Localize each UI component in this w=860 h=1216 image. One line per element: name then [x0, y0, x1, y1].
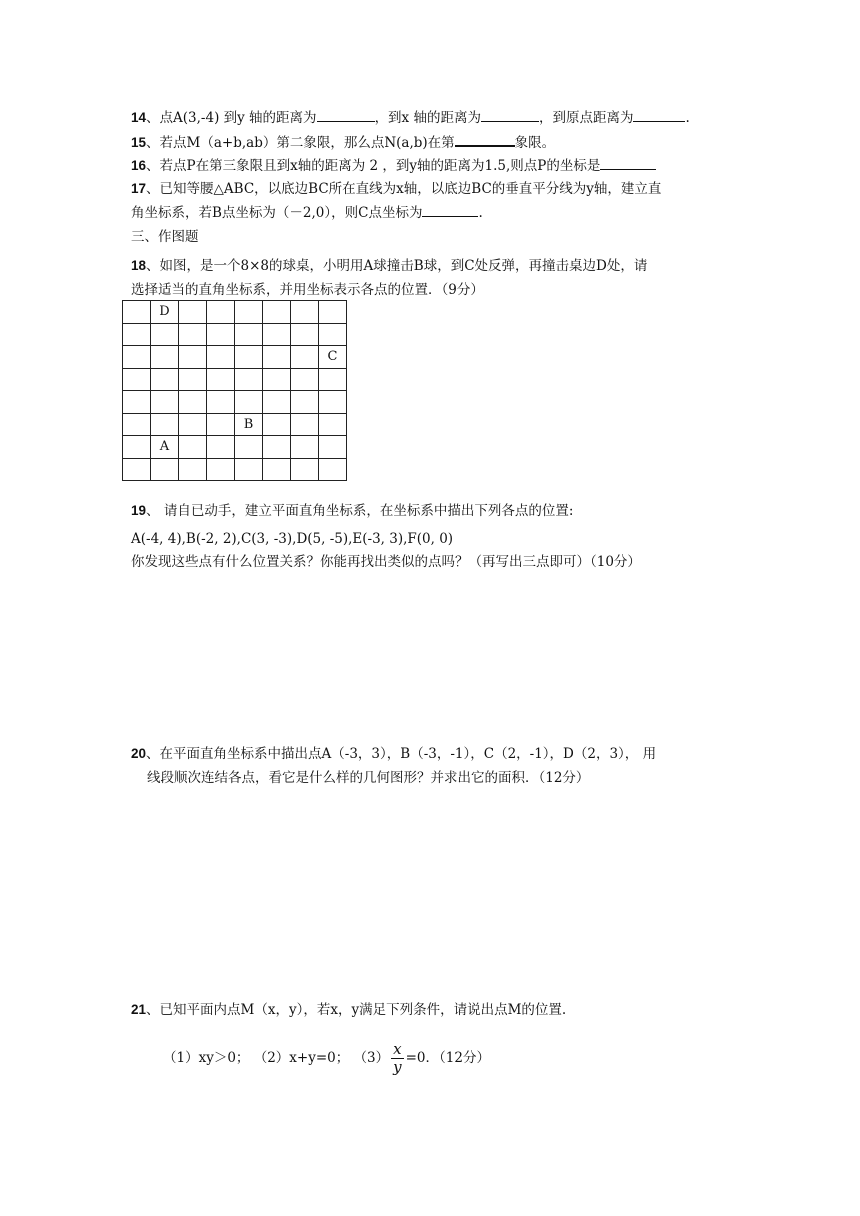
- question-text: ，到原点距离为: [538, 110, 634, 126]
- question-text: 、若点M（a+b,ab）第二象限，那么点N(a,b)在第: [146, 135, 455, 151]
- section-heading: 三、作图题: [131, 229, 199, 245]
- question-text: 选择适当的直角坐标系，并用坐标表示各点的位置．（9分）: [131, 282, 484, 298]
- question-19-line3: 你发现这些点有什么位置关系？你能再找出类似的点吗？（再写出三点即可）（10分）: [131, 554, 641, 570]
- grid-row: [123, 323, 347, 346]
- question-18-line2: [131, 281, 484, 299]
- question-19: [131, 502, 573, 520]
- question-text: ，到x 轴的距离为: [374, 110, 481, 126]
- point-label-a: A: [151, 436, 179, 459]
- question-17-line2: [131, 203, 483, 222]
- point-label-c: C: [319, 346, 347, 369]
- question-16: [131, 156, 656, 175]
- answer-blank: [633, 108, 685, 122]
- question-15: [131, 132, 555, 152]
- question-text: 、已知平面内点M（x，y），若x，y满足下列条件，请说出点M的位置.: [146, 1002, 567, 1018]
- billiard-table-grid: [122, 300, 347, 481]
- fraction-x-over-y: [391, 1041, 403, 1076]
- question-text: 、已知等腰△ABC，以底边BC所在直线为x轴，以底边BC的垂直平分线为y轴，建立直: [146, 181, 662, 197]
- point-label-d: D: [151, 301, 179, 324]
- question-number: 17: [131, 181, 147, 196]
- question-number: 19: [131, 503, 147, 518]
- answer-blank: [422, 203, 478, 217]
- question-21-conditions: [163, 1040, 490, 1076]
- grid-row: [123, 413, 347, 436]
- question-text: .: [478, 205, 483, 221]
- point-label-b: B: [235, 413, 263, 436]
- question-text: 、若点P在第三象限且到x轴的距离为 2 ，到y轴的距离为1.5,则点P的坐标是: [146, 158, 601, 174]
- fraction-denominator: y: [393, 1058, 402, 1076]
- question-19-points: A(-4, 4),B(-2, 2),C(3, -3),D(5, -5),E(-3, 3),F(0, 0): [131, 531, 454, 547]
- question-number: 16: [131, 158, 147, 173]
- answer-blank: [455, 132, 515, 147]
- grid-row: [123, 436, 347, 459]
- question-number: 14: [131, 110, 147, 125]
- question-text: 角坐标系，若B点坐标为（－2,0），则C点坐标为: [131, 205, 423, 221]
- grid-row: [123, 391, 347, 414]
- question-text: 、点A(3,-4) 到y 轴的距离为: [146, 110, 317, 126]
- answer-blank: [600, 156, 656, 170]
- question-17: [131, 180, 661, 198]
- fraction-numerator: x: [393, 1040, 402, 1058]
- condition-text: （1）xy＞0； （2）x+y=0； （3）: [163, 1050, 390, 1066]
- question-number: 15: [131, 135, 147, 150]
- question-20-line2: 线段顺次连结各点，看它是什么样的几何图形？并求出它的面积．（12分）: [147, 770, 590, 786]
- question-14: [131, 108, 690, 127]
- question-20: [131, 745, 656, 763]
- question-18: [131, 257, 647, 275]
- grid-row: [123, 301, 347, 324]
- condition-text: =0．（12分）: [405, 1050, 490, 1066]
- question-number: 20: [131, 746, 147, 761]
- question-text: 、在平面直角坐标系中描出点A（-3，3），B（-3，-1），C（2，-1），D（2，3）， 用: [146, 746, 657, 762]
- grid-row: [123, 458, 347, 481]
- question-text: .: [685, 110, 690, 126]
- question-text: 、 请自已动手，建立平面直角坐标系，在坐标系中描出下列各点的位置:: [146, 503, 574, 519]
- question-text: 、如图，是一个8×8的球桌，小明用A球撞击B球，到C处反弹，再撞击桌边D处，请: [146, 258, 648, 274]
- answer-blank: [481, 108, 539, 122]
- question-21: [131, 1001, 566, 1019]
- question-number: 21: [131, 1002, 147, 1017]
- question-number: 18: [131, 258, 147, 273]
- grid-row: [123, 346, 347, 369]
- question-text: 象限。: [514, 135, 556, 151]
- answer-blank: [317, 108, 375, 122]
- grid-row: [123, 368, 347, 391]
